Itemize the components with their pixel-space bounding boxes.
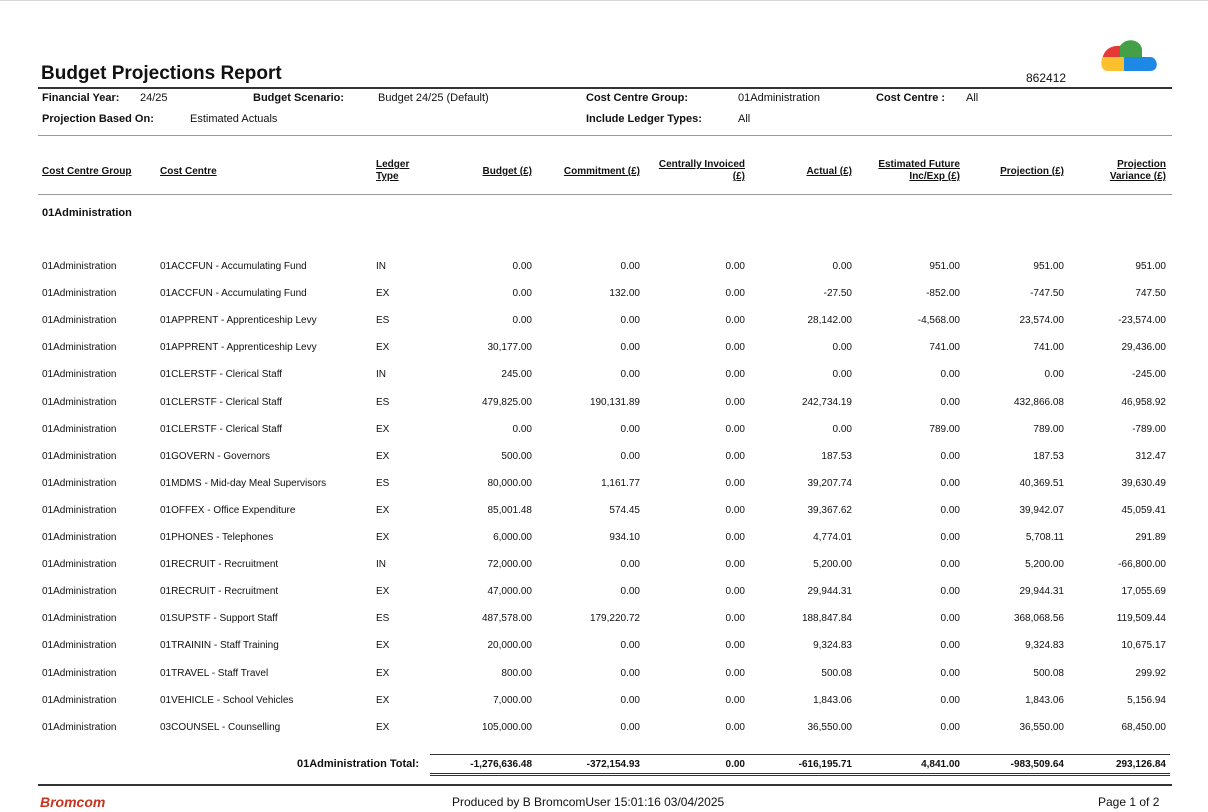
cell-actual: 0.00 [832,261,852,272]
cell-estimated-future: 951.00 [929,261,960,272]
cell-commitment: 934.10 [609,532,640,543]
cell-cost-centre: 01CLERSTF - Clerical Staff [160,369,283,381]
table-row [0,260,1208,274]
cell-projection-variance: 10,675.17 [1121,640,1166,652]
cell-centrally-invoiced: 0.00 [725,288,745,300]
total-projection: -983,509.64 [1010,759,1064,770]
cell-budget: 487,578.00 [481,613,532,625]
cell-centrally-invoiced: 0.00 [725,477,745,489]
cell-actual: -27.50 [823,288,852,300]
cell-ledger-type: EX [376,586,390,598]
cell-ledger-type: EX [376,288,390,300]
cell-estimated-future: 0.00 [940,640,960,652]
cell-projection-variance: 46,958.92 [1121,396,1166,408]
cell-cost-centre: 01MDMS - Mid-day Meal Supervisors [160,477,327,489]
cell-cost-centre-group: 01Administration [42,315,117,327]
cell-centrally-invoiced: 0.00 [725,396,745,408]
col-header-centrally-invoiced-line1: Centrally Invoiced [658,159,745,170]
total-top-rule [430,754,1170,755]
cell-estimated-future: 0.00 [940,532,960,543]
cell-budget: 0.00 [512,423,532,435]
col-header-estimated-future-line2: Inc/Exp (£) [909,171,960,182]
cell-cost-centre-group: 01Administration [42,477,117,489]
cell-cost-centre-group: 01Administration [42,288,117,300]
table-row [0,667,1208,681]
cell-estimated-future: 0.00 [940,667,960,679]
cell-centrally-invoiced: 0.00 [725,694,745,706]
group-total-label: 01Administration Total: [296,758,419,770]
col-header-commitment: Commitment (£) [563,166,640,177]
table-row [0,612,1208,626]
cell-projection-variance: 17,055.69 [1121,586,1166,598]
cell-commitment: 0.00 [620,721,640,733]
cell-projection-variance: 312.47 [1135,450,1166,462]
cell-actual: 9,324.83 [813,640,852,652]
table-row [0,504,1208,518]
cell-centrally-invoiced: 0.00 [725,369,745,381]
cell-commitment: 0.00 [620,694,640,706]
cell-cost-centre: 01SUPSTF - Support Staff [160,613,278,625]
cell-projection: 432,866.08 [1013,396,1064,408]
cell-actual: 29,944.31 [807,586,852,598]
cell-cost-centre-group: 01Administration [42,613,117,625]
cell-commitment: 132.00 [609,288,640,300]
cell-cost-centre: 01VEHICLE - School Vehicles [160,694,294,706]
logo-green-segment [1120,40,1142,57]
table-row [0,287,1208,301]
cell-estimated-future: 0.00 [940,694,960,706]
cell-budget: 80,000.00 [487,477,532,489]
table-row [0,585,1208,599]
cell-cost-centre: 01CLERSTF - Clerical Staff [160,396,283,408]
budget-scenario-label: Budget Scenario: [253,92,345,104]
cell-cost-centre-group: 01Administration [42,342,117,354]
cell-commitment: 179,220.72 [589,613,640,625]
cell-centrally-invoiced: 0.00 [725,423,745,435]
cell-projection-variance: -789.00 [1132,423,1166,435]
cell-centrally-invoiced: 0.00 [725,532,745,543]
cell-centrally-invoiced: 0.00 [725,613,745,625]
table-row [0,368,1208,382]
cell-projection-variance: -23,574.00 [1118,315,1166,327]
column-header-rule [38,194,1172,195]
cell-projection: 29,944.31 [1019,586,1064,598]
projection-based-on-label: Projection Based On: [42,113,154,125]
table-row [0,341,1208,355]
cell-ledger-type: IN [376,369,386,381]
cell-budget: 30,177.00 [487,342,532,354]
cell-commitment: 0.00 [620,342,640,354]
cell-projection: 500.08 [1033,667,1064,679]
cell-cost-centre: 01RECRUIT - Recruitment [160,586,279,598]
cell-centrally-invoiced: 0.00 [725,559,745,571]
cell-budget: 20,000.00 [487,640,532,652]
cell-actual: 4,774.01 [813,532,852,543]
col-header-ledger-type-line2: Type [376,171,399,182]
cell-ledger-type: IN [376,261,386,272]
cell-centrally-invoiced: 0.00 [725,586,745,598]
table-row [0,423,1208,437]
total-bottom-rule-2 [430,775,1170,776]
cell-cost-centre-group: 01Administration [42,559,117,571]
cell-centrally-invoiced: 0.00 [725,721,745,733]
cell-projection-variance: 299.92 [1135,667,1166,679]
page-number: Page 1 of 2 [1098,795,1160,809]
col-header-projection-variance-line2: Variance (£) [1109,171,1166,182]
col-header-budget: Budget (£) [482,166,532,177]
bromcom-brand-logo: Bromcom [40,794,106,810]
cell-commitment: 0.00 [620,369,640,381]
col-header-projection: Projection (£) [1000,166,1064,177]
cell-centrally-invoiced: 0.00 [725,640,745,652]
col-header-cost-centre: Cost Centre [160,166,217,177]
cell-cost-centre-group: 01Administration [42,667,117,679]
cell-actual: 187.53 [821,450,852,462]
cell-estimated-future: 0.00 [940,477,960,489]
cell-commitment: 0.00 [620,640,640,652]
cell-projection: 9,324.83 [1025,640,1064,652]
total-centrally-invoiced: 0.00 [725,759,745,770]
cost-centre-group-label: Cost Centre Group: [586,92,689,104]
cell-estimated-future: 0.00 [940,396,960,408]
cell-commitment: 0.00 [620,586,640,598]
cell-actual: 0.00 [832,369,852,381]
cell-cost-centre-group: 01Administration [42,504,117,516]
cell-estimated-future: -4,568.00 [917,315,960,327]
cell-projection-variance: 39,630.49 [1121,477,1166,489]
cell-projection: 5,708.11 [1025,532,1064,543]
include-ledger-types-label: Include Ledger Types: [586,113,702,125]
page-top-border [0,0,1208,1]
cell-ledger-type: EX [376,450,390,462]
total-actual: -616,195.71 [798,759,852,770]
cell-ledger-type: EX [376,694,390,706]
cell-actual: 36,550.00 [807,721,852,733]
cell-ledger-type: ES [376,613,390,625]
cell-budget: 479,825.00 [481,396,532,408]
col-header-projection-variance [1080,159,1166,183]
cell-budget: 800.00 [501,667,532,679]
header-top-rule [38,87,1172,89]
projection-based-on-value: Estimated Actuals [190,113,278,125]
cell-projection: 187.53 [1033,450,1064,462]
cell-projection-variance: 951.00 [1135,261,1166,272]
cell-projection: 789.00 [1033,423,1064,435]
cell-centrally-invoiced: 0.00 [725,504,745,516]
total-estimated-future: 4,841.00 [921,759,960,770]
col-header-projection-variance-line1: Projection [1117,159,1166,170]
cell-cost-centre: 01OFFEX - Office Expenditure [160,504,296,516]
total-projection-variance: 293,126.84 [1115,759,1166,770]
cell-estimated-future: 0.00 [940,450,960,462]
cell-ledger-type: EX [376,532,390,543]
cell-cost-centre: 01TRAININ - Staff Training [160,640,279,652]
cell-cost-centre-group: 01Administration [42,396,117,408]
cell-budget: 47,000.00 [487,586,532,598]
cell-estimated-future: 0.00 [940,369,960,381]
cell-actual: 39,367.62 [807,504,852,516]
total-budget: -1,276,636.48 [470,759,532,770]
cell-ledger-type: ES [376,315,390,327]
cell-budget: 0.00 [512,288,532,300]
col-header-estimated-future [850,159,960,183]
table-row [0,531,1208,545]
cost-centre-group-value: 01Administration [738,92,820,104]
cell-ledger-type: ES [376,477,390,489]
cell-ledger-type: IN [376,559,386,571]
cell-projection: 23,574.00 [1019,315,1064,327]
col-header-centrally-invoiced [632,159,745,183]
logo-yellow-segment [1101,57,1124,71]
cell-cost-centre: 01RECRUIT - Recruitment [160,559,279,571]
table-row [0,477,1208,491]
table-row [0,450,1208,464]
total-commitment: -372,154.93 [586,759,640,770]
cell-estimated-future: 0.00 [940,613,960,625]
footer-rule [38,784,1172,786]
cell-estimated-future: 789.00 [929,423,960,435]
cell-commitment: 0.00 [620,559,640,571]
col-header-actual: Actual (£) [806,166,852,177]
table-row [0,396,1208,410]
produced-by-text: Produced by B BromcomUser 15:01:16 03/04/2025 [452,795,725,809]
cell-projection-variance: 119,509.44 [1116,613,1166,625]
budget-scenario-value: Budget 24/25 (Default) [378,92,489,104]
cell-cost-centre-group: 01Administration [42,369,117,381]
cell-estimated-future: 0.00 [940,586,960,598]
cell-projection-variance: 747.50 [1135,288,1166,300]
document-number: 862412 [1026,71,1067,85]
cell-projection: -747.50 [1030,288,1064,300]
cell-projection: 36,550.00 [1019,721,1064,733]
header-bottom-rule [38,135,1172,136]
cell-projection-variance: 291.89 [1135,532,1166,543]
cell-actual: 0.00 [832,342,852,354]
cell-cost-centre-group: 01Administration [42,423,117,435]
cloud-logo-icon [1094,37,1160,73]
col-header-centrally-invoiced-line2: (£) [732,171,745,182]
cell-commitment: 574.45 [609,504,640,516]
table-row [0,721,1208,735]
cell-projection-variance: -245.00 [1132,369,1166,381]
cell-projection: 40,369.51 [1019,477,1064,489]
cell-commitment: 1,161.77 [601,477,640,489]
cell-centrally-invoiced: 0.00 [725,450,745,462]
cell-ledger-type: EX [376,640,390,652]
cell-estimated-future: -852.00 [926,288,960,300]
table-row [0,314,1208,328]
table-row [0,694,1208,708]
cell-cost-centre-group: 01Administration [42,586,117,598]
cell-centrally-invoiced: 0.00 [725,315,745,327]
cell-actual: 1,843.06 [813,694,852,706]
cell-commitment: 0.00 [620,667,640,679]
cell-estimated-future: 0.00 [940,559,960,571]
cell-centrally-invoiced: 0.00 [725,261,745,272]
cell-actual: 500.08 [821,667,852,679]
financial-year-value: 24/25 [140,92,168,104]
cell-cost-centre: 01TRAVEL - Staff Travel [160,667,269,679]
cell-cost-centre-group: 01Administration [42,694,117,706]
col-header-cost-centre-group: Cost Centre Group [42,166,132,177]
cell-cost-centre: 01PHONES - Telephones [160,532,274,543]
report-title: Budget Projections Report [41,63,282,84]
cell-commitment: 0.00 [620,423,640,435]
cell-budget: 245.00 [501,369,532,381]
cell-cost-centre: 03COUNSEL - Counselling [160,721,281,733]
cell-commitment: 0.00 [620,450,640,462]
cell-cost-centre: 01APPRENT - Apprenticeship Levy [160,315,317,327]
cell-cost-centre: 01ACCFUN - Accumulating Fund [160,261,307,272]
cost-centre-value: All [966,92,979,104]
cell-centrally-invoiced: 0.00 [725,667,745,679]
cell-budget: 6,000.00 [493,532,532,543]
cell-budget: 105,000.00 [481,721,532,733]
col-header-ledger-type-line1: Ledger [376,159,410,170]
cell-ledger-type: EX [376,423,390,435]
cell-ledger-type: EX [376,342,390,354]
cell-commitment: 190,131.89 [589,396,640,408]
cell-cost-centre: 01ACCFUN - Accumulating Fund [160,288,307,300]
table-row [0,558,1208,572]
col-header-estimated-future-line1: Estimated Future [878,159,960,170]
table-row [0,639,1208,653]
include-ledger-types-value: All [738,113,751,125]
col-header-ledger-type [376,159,409,183]
cell-estimated-future: 741.00 [929,342,960,354]
cell-cost-centre-group: 01Administration [42,640,117,652]
cell-projection: 1,843.06 [1025,694,1064,706]
cell-projection-variance: 45,059.41 [1121,504,1166,516]
cell-actual: 0.00 [832,423,852,435]
cell-ledger-type: EX [376,504,390,516]
cell-ledger-type: EX [376,721,390,733]
cell-cost-centre-group: 01Administration [42,721,117,733]
cell-actual: 242,734.19 [801,396,852,408]
cell-estimated-future: 0.00 [940,504,960,516]
cell-budget: 72,000.00 [487,559,532,571]
cell-cost-centre: 01APPRENT - Apprenticeship Levy [160,342,317,354]
cell-commitment: 0.00 [620,315,640,327]
cell-cost-centre-group: 01Administration [42,261,117,272]
cell-actual: 188,847.84 [801,613,852,625]
cell-ledger-type: ES [376,396,390,408]
cell-ledger-type: EX [376,667,390,679]
cell-projection: 368,068.56 [1013,613,1064,625]
logo-blue-segment [1124,57,1157,71]
cell-cost-centre: 01GOVERN - Governors [160,450,271,462]
cell-cost-centre-group: 01Administration [42,450,117,462]
cell-estimated-future: 0.00 [940,721,960,733]
cell-projection-variance: -66,800.00 [1118,559,1166,571]
cell-cost-centre: 01CLERSTF - Clerical Staff [160,423,283,435]
cell-budget: 7,000.00 [493,694,532,706]
cell-projection: 951.00 [1033,261,1064,272]
group-heading: 01Administration [42,207,132,219]
cell-projection: 5,200.00 [1025,559,1064,571]
cell-cost-centre-group: 01Administration [42,532,117,543]
cell-projection: 39,942.07 [1019,504,1064,516]
cell-commitment: 0.00 [620,261,640,272]
cell-centrally-invoiced: 0.00 [725,342,745,354]
cost-centre-label: Cost Centre : [876,92,946,104]
cell-budget: 500.00 [501,450,532,462]
cell-projection-variance: 68,450.00 [1121,721,1166,733]
cell-budget: 0.00 [512,261,532,272]
cell-actual: 39,207.74 [807,477,852,489]
cell-budget: 0.00 [512,315,532,327]
cell-projection-variance: 5,156.94 [1127,694,1166,706]
cell-budget: 85,001.48 [487,504,532,516]
total-bottom-rule-1 [430,773,1170,774]
financial-year-label: Financial Year: [42,92,120,104]
cell-projection-variance: 29,436.00 [1121,342,1166,354]
cell-actual: 28,142.00 [807,315,852,327]
cell-projection: 741.00 [1033,342,1064,354]
cell-projection: 0.00 [1044,369,1064,381]
cell-actual: 5,200.00 [813,559,852,571]
